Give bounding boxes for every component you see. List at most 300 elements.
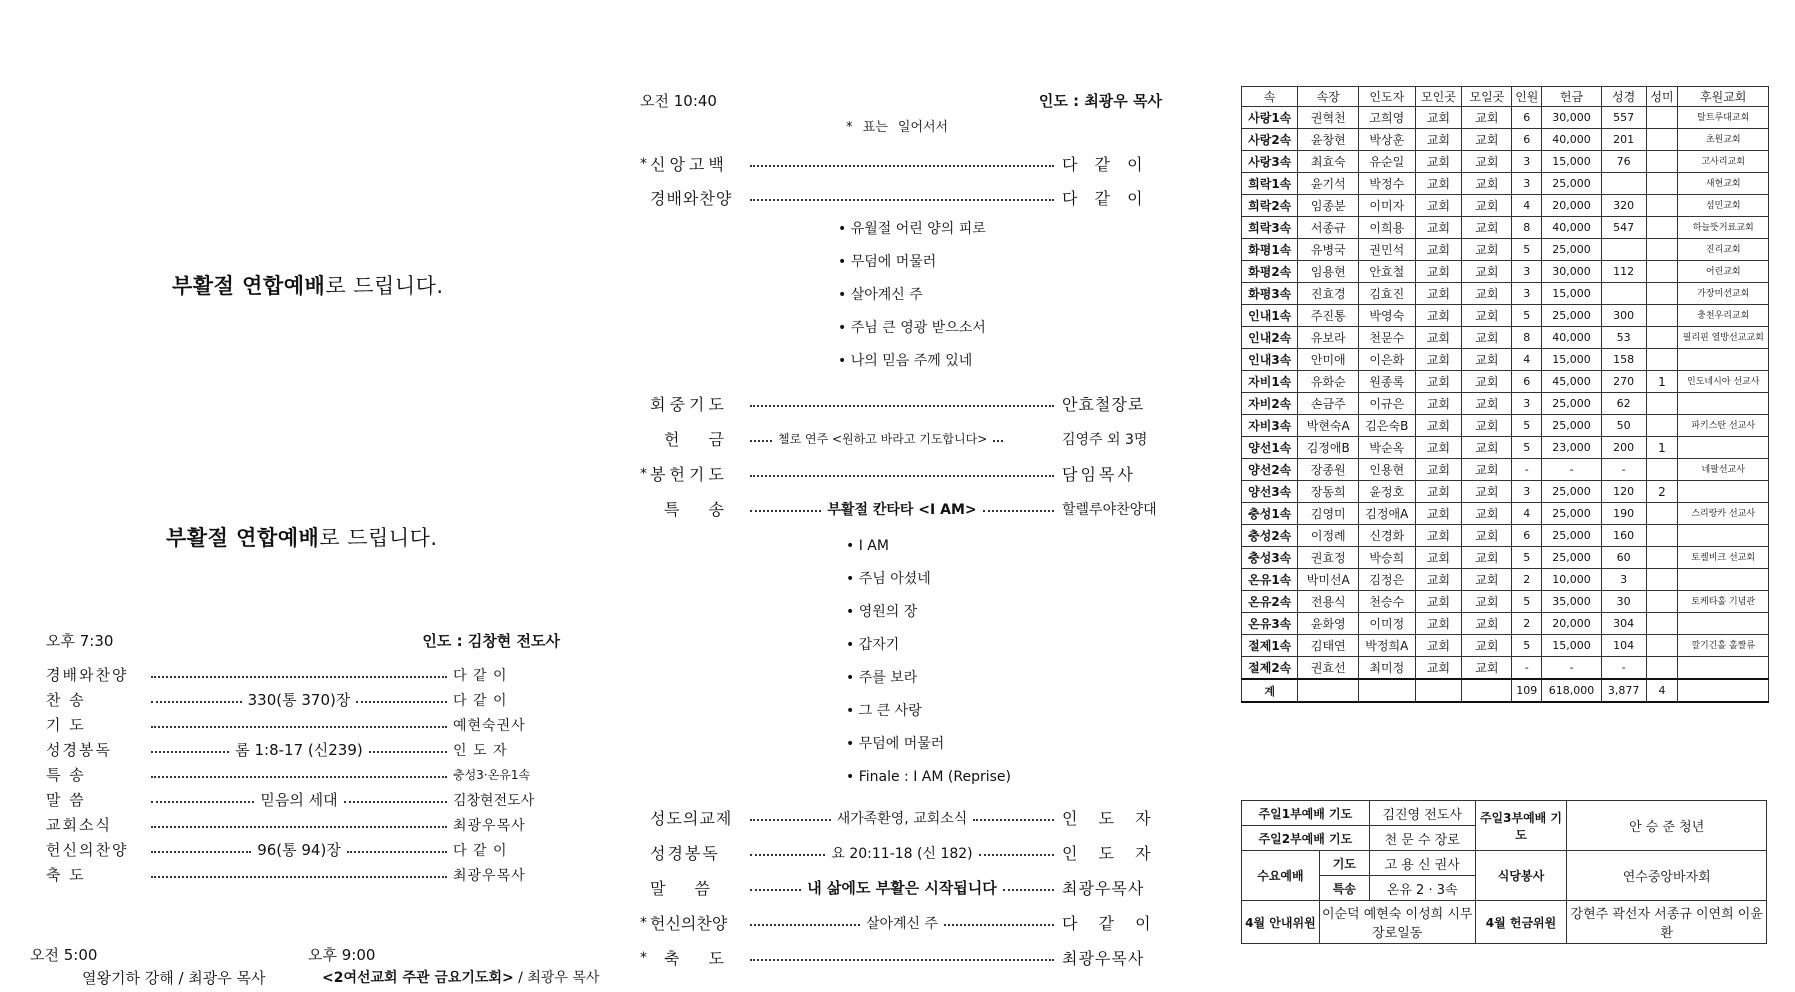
table-cell [1646,173,1678,195]
table-cell [1646,657,1678,680]
table-cell: 최미정 [1359,657,1415,680]
table-cell: 5 [1512,305,1542,327]
table-cell: 30,000 [1542,107,1602,129]
table-cell: 교회 [1462,283,1512,305]
table-cell: 탈트루대교회 [1678,107,1769,129]
table-cell: 유보라 [1298,327,1359,349]
table-cell: 섬민교회 [1678,195,1769,217]
list-item: • 주님 아셨네 [846,571,931,587]
table-cell: 교회 [1462,261,1512,283]
table-cell: 윤정호 [1359,481,1415,503]
table-cell: 5 [1512,591,1542,613]
table-cell: 교회 [1415,613,1462,635]
table-row [1242,437,1769,459]
table-row [1242,481,1769,503]
table-cell: 교회 [1415,239,1462,261]
table-cell: 자비2속 [1242,393,1298,415]
table-cell: 교회 [1415,437,1462,459]
table-cell: 안미애 [1298,349,1359,371]
table-cell [1678,437,1769,459]
table-cell: 양선1속 [1242,437,1298,459]
table-cell: 교회 [1415,393,1462,415]
table-cell: 270 [1601,371,1646,393]
table-cell: 15,000 [1542,151,1602,173]
table-cell: 희락3속 [1242,217,1298,239]
table-cell: 20,000 [1542,195,1602,217]
table-cell: 6 [1512,371,1542,393]
dawn-service: 오전 5:00 열왕기하 강해 / 최광우 목사 [30,946,266,987]
evening-leader: 인도 : 김창현 전도사 [422,632,560,650]
table-cell: 25,000 [1542,239,1602,261]
table-cell: 교회 [1415,107,1462,129]
table-cell: 진리교회 [1678,239,1769,261]
main-row: 헌 금 첼로 연주 <원하고 바라고 기도합니다> 김영주 외 3명 [664,430,1148,449]
table-cell [1646,547,1678,569]
table-row [1242,195,1769,217]
table-cell [1646,525,1678,547]
table-cell: 윤화영 [1298,613,1359,635]
table-cell: 8 [1512,217,1542,239]
table-cell: 교회 [1462,129,1512,151]
table-cell: 25,000 [1542,481,1602,503]
main-row: * 축 도 최광우목사 [640,949,1145,968]
table-cell: 3 [1512,393,1542,415]
table-cell: 교회 [1462,217,1512,239]
main-row: 말 씀 내 삶에도 부활은 시작됩니다 최광우목사 [650,879,1145,898]
table-cell: 교회 [1462,239,1512,261]
main-order-c [640,800,1162,975]
duty-table: 주일1부예배 기도 김진영 전도사 주일3부예배 기도 안 승 준 청년 주일2부예배 기도 천 문 수 장로 수요예배 기도 고 용 신 권사 식당봉사 연수중앙바자회 특송 온유 2 · 3속 4월 안내위원 이순덕 예현숙 이성희 시무장로일동 4월 헌금위원 강현주 곽선자 서종규 이연희 이윤환 [1241,800,1767,944]
table-cell: 30 [1601,591,1646,613]
table-cell: 교회 [1462,613,1512,635]
table-cell: 김은숙B [1359,415,1415,437]
table-cell: 190 [1601,503,1646,525]
table-cell: 김효진 [1359,283,1415,305]
evening-header [46,630,560,652]
table-row [1242,327,1769,349]
table-cell: 교회 [1415,173,1462,195]
table-cell: 20,000 [1542,613,1602,635]
table-cell: 320 [1601,195,1646,217]
table-cell: 이미정 [1359,613,1415,635]
list-item: • 갑자기 [846,637,900,653]
table-cell: 교회 [1462,393,1512,415]
table-cell: 인용현 [1359,459,1415,481]
table-cell: 교회 [1415,657,1462,680]
table-cell: 스리랑카 선교사 [1678,503,1769,525]
table-cell: 23,000 [1542,437,1602,459]
list-item: • 그 큰 사랑 [846,703,922,719]
table-cell: 교회 [1462,107,1512,129]
table-cell [1678,525,1769,547]
table-cell: 박승희 [1359,547,1415,569]
table-cell: 이규은 [1359,393,1415,415]
table-cell: 2 [1512,569,1542,591]
table-row [1242,217,1769,239]
main-leader: 인도 : 최광우 목사 [1038,92,1162,110]
table-cell: 25,000 [1542,415,1602,437]
table-cell: 최효숙 [1298,151,1359,173]
table-cell: 201 [1601,129,1646,151]
main-row: * 신앙고백 다 같 이 [640,155,1149,174]
table-cell: - [1512,657,1542,680]
table-cell: 1 [1646,371,1678,393]
table-cell: 토케타홀 기념관 [1678,591,1769,613]
table-cell: 자비1속 [1242,371,1298,393]
list-item: • 살아계신 주 [838,287,923,303]
table-cell: 교회 [1415,283,1462,305]
table-cell: 장동희 [1298,481,1359,503]
evening-row: 경배와찬양 다 같 이 [46,666,508,684]
table-cell: 파키스탄 선교사 [1678,415,1769,437]
list-item: • 주님 큰 영광 받으소서 [838,320,986,336]
table-cell [1646,613,1678,635]
table-cell: 어린교회 [1678,261,1769,283]
table-cell: 고희영 [1359,107,1415,129]
main-row: * 봉헌기도 담임목사 [640,465,1136,484]
table-cell: 200 [1601,437,1646,459]
table-cell: 충성2속 [1242,525,1298,547]
table-cell [1646,129,1678,151]
table-cell [1646,591,1678,613]
evening-time: 오후 7:30 [46,632,114,650]
table-cell: 손금주 [1298,393,1359,415]
table-cell: - [1601,459,1646,481]
table-cell: 이정례 [1298,525,1359,547]
table-cell: 6 [1512,129,1542,151]
evening-order [46,662,560,887]
table-row [1242,129,1769,151]
table-cell: 김정애B [1298,437,1359,459]
table-cell [1678,613,1769,635]
table-cell: 전용식 [1298,591,1359,613]
table-cell: 박현숙A [1298,415,1359,437]
main-row: * 헌신의찬양 살아계신 주 다 같 이 [640,914,1159,933]
table-cell: 62 [1601,393,1646,415]
table-cell [1601,283,1646,305]
table-cell: 필리핀 열방선교교회 [1678,327,1769,349]
table-cell: 이미자 [1359,195,1415,217]
list-item: • 나의 믿음 주께 있네 [838,353,973,369]
table-cell: 300 [1601,305,1646,327]
table-row [1242,503,1769,525]
table-cell: 교회 [1415,349,1462,371]
table-cell: 장종원 [1298,459,1359,481]
table-cell: 교회 [1415,503,1462,525]
table-row [1242,283,1769,305]
table-row [1242,525,1769,547]
table-row [1242,261,1769,283]
list-item: • 무덤에 머물러 [846,736,945,752]
table-cell: 초원교회 [1678,129,1769,151]
table-cell: 깔기긴홀 홀짤류 [1678,635,1769,657]
table-cell: 4 [1512,349,1542,371]
table-cell: 교회 [1415,569,1462,591]
evening-row: 성경봉독 롬 1:8-17 (신239) 인 도 자 [46,741,508,759]
table-cell: 교회 [1462,635,1512,657]
list-item: • 무덤에 머물러 [838,254,937,270]
list-item: • 영원의 장 [846,604,918,620]
table-row [1242,613,1769,635]
table-cell: 112 [1601,261,1646,283]
table-cell: 인도네시아 선교사 [1678,371,1769,393]
table-cell [1646,107,1678,129]
table-cell: 교회 [1415,129,1462,151]
table-cell: 교회 [1462,459,1512,481]
table-cell: 25,000 [1542,393,1602,415]
list-item: • 유월절 어린 양의 피로 [838,221,986,237]
main-row: 성경봉독 요 20:11-18 (신 182) 인 도 자 [650,844,1159,863]
table-header: 속 속장 인도자 모인곳 모일곳 인원 헌금 성경 성미 후원교회 [1242,87,1769,107]
table-cell: 53 [1601,327,1646,349]
table-cell [1646,305,1678,327]
table-cell: 3 [1601,569,1646,591]
table-cell: - [1542,657,1602,680]
table-cell: 30,000 [1542,261,1602,283]
table-cell: 이은화 [1359,349,1415,371]
cantata-songs [846,530,1011,794]
table-cell: 교회 [1415,217,1462,239]
table-cell: 3 [1512,173,1542,195]
table-cell: 45,000 [1542,371,1602,393]
table-cell: 5 [1512,547,1542,569]
table-cell: 김정애A [1359,503,1415,525]
table-cell: 충성3속 [1242,547,1298,569]
praise-songs [838,213,986,378]
table-cell [1646,569,1678,591]
table-cell: 권혁천 [1298,107,1359,129]
table-cell: 557 [1601,107,1646,129]
table-cell: 이희용 [1359,217,1415,239]
table-cell: 교회 [1462,371,1512,393]
table-cell: 박미선A [1298,569,1359,591]
table-cell: 교회 [1415,547,1462,569]
table-row [1242,547,1769,569]
banner-2: 부활절 연합예배로 드립니다. [166,526,438,550]
table-cell: 사랑3속 [1242,151,1298,173]
table-cell: 교회 [1462,437,1512,459]
table-row [1242,107,1769,129]
table-cell: 158 [1601,349,1646,371]
table-cell: 교회 [1462,349,1512,371]
table-cell [1678,657,1769,680]
table-cell: 주진통 [1298,305,1359,327]
table-cell: 유순일 [1359,151,1415,173]
table-cell: 교회 [1462,327,1512,349]
table-cell: 교회 [1462,305,1512,327]
table-cell: 3 [1512,481,1542,503]
table-cell: 박정희A [1359,635,1415,657]
table-cell: 진효경 [1298,283,1359,305]
evening-row: 교회소식 최광우목사 [46,816,526,834]
table-cell: 6 [1512,525,1542,547]
list-item: • 주를 보라 [846,670,918,686]
table-cell: 충성1속 [1242,503,1298,525]
table-cell: 신경화 [1359,525,1415,547]
table-cell: 권민석 [1359,239,1415,261]
table-cell: 547 [1601,217,1646,239]
table-cell [1646,349,1678,371]
table-cell: 교회 [1415,195,1462,217]
table-cell: 새현교회 [1678,173,1769,195]
main-row: 성도의교제 새가족환영, 교회소식 인 도 자 [650,809,1159,828]
table-row [1242,371,1769,393]
table-cell: 교회 [1415,459,1462,481]
table-cell: 15,000 [1542,635,1602,657]
table-row [1242,657,1769,680]
table-cell: 25,000 [1542,503,1602,525]
table-cell: 유화순 [1298,371,1359,393]
table-cell: 교회 [1415,305,1462,327]
table-cell: 천문수 [1359,327,1415,349]
friday-service: 오후 9:00 <2여선교회 주관 금요기도회> / 최광우 목사 [308,946,600,986]
table-cell [1678,481,1769,503]
table-cell: 박순옥 [1359,437,1415,459]
table-cell: 교회 [1415,327,1462,349]
table-cell: 2 [1646,481,1678,503]
table-cell [1678,569,1769,591]
table-cell [1646,415,1678,437]
table-cell: 사랑1속 [1242,107,1298,129]
table-cell [1646,503,1678,525]
evening-row: 축 도 최광우목사 [46,866,526,884]
table-cell [1646,151,1678,173]
table-cell: 박상훈 [1359,129,1415,151]
table-cell: 104 [1601,635,1646,657]
table-cell: 토켈비크 선교회 [1678,547,1769,569]
table-cell: 서종규 [1298,217,1359,239]
main-note: * 표는 일어서서 [846,120,949,135]
table-cell: 교회 [1462,173,1512,195]
table-cell: 원종록 [1359,371,1415,393]
table-cell: 윤기석 [1298,173,1359,195]
main-order-a [640,146,1162,214]
table-cell: 온유2속 [1242,591,1298,613]
table-cell: 3 [1512,261,1542,283]
table-row [1242,635,1769,657]
table-cell: 사랑2속 [1242,129,1298,151]
table-cell [1646,283,1678,305]
table-row [1242,415,1769,437]
table-cell: 교회 [1415,371,1462,393]
table-cell: 5 [1512,239,1542,261]
table-cell: 교회 [1415,261,1462,283]
table-cell: 희락1속 [1242,173,1298,195]
total-row: 계 109 618,000 3,877 4 [1242,679,1769,702]
table-cell: 인내3속 [1242,349,1298,371]
table-cell: 교회 [1415,591,1462,613]
table-cell: 가장미션교회 [1678,283,1769,305]
table-cell: 교회 [1462,547,1512,569]
table-cell: 온유3속 [1242,613,1298,635]
table-cell: 15,000 [1542,283,1602,305]
table-cell: 60 [1601,547,1646,569]
table-cell: 교회 [1415,415,1462,437]
table-cell: 고사리교회 [1678,151,1769,173]
table-cell: 25,000 [1542,173,1602,195]
table-cell: 교회 [1462,657,1512,680]
cell-group-table [1241,86,1769,703]
list-item: • I AM [846,538,889,554]
table-cell: 김정은 [1359,569,1415,591]
evening-row: 기 도 예현숙권사 [46,716,526,734]
table-cell: 3 [1512,283,1542,305]
table-cell: 교회 [1415,481,1462,503]
table-cell: 교회 [1415,151,1462,173]
table-cell: 박정수 [1359,173,1415,195]
table-cell: 화평2속 [1242,261,1298,283]
table-row [1242,305,1769,327]
table-cell: 4 [1512,195,1542,217]
table-cell: 윤창현 [1298,129,1359,151]
table-row [1242,393,1769,415]
table-cell: 교회 [1462,195,1512,217]
table-row [1242,459,1769,481]
table-row [1242,151,1769,173]
table-cell [1601,173,1646,195]
table-cell [1678,393,1769,415]
table-cell: 160 [1601,525,1646,547]
table-cell [1646,327,1678,349]
table-cell: 4 [1512,503,1542,525]
table-cell: 10,000 [1542,569,1602,591]
table-row [1242,173,1769,195]
table-cell: 김영미 [1298,503,1359,525]
main-row: 특 송 부활절 칸타타 <I AM> 할렐루야찬양대 [664,500,1157,519]
table-cell: 화평1속 [1242,239,1298,261]
table-cell: 120 [1601,481,1646,503]
main-order-b [640,386,1162,526]
table-cell: 네팔선교사 [1678,459,1769,481]
banner-1: 부활절 연합예배로 드립니다. [172,274,444,298]
table-cell: 교회 [1462,481,1512,503]
main-row: 회중기도 안효철장로 [650,395,1145,414]
table-cell: 25,000 [1542,547,1602,569]
table-cell: 임종분 [1298,195,1359,217]
table-cell [1646,195,1678,217]
table-cell: 15,000 [1542,349,1602,371]
table-cell: 양선2속 [1242,459,1298,481]
table-cell: 교회 [1462,591,1512,613]
table-cell [1678,349,1769,371]
table-cell [1646,239,1678,261]
table-cell: 양선3속 [1242,481,1298,503]
evening-row: 헌신의찬양 96(통 94)장 다 같 이 [46,841,508,859]
table-cell: 304 [1601,613,1646,635]
table-cell [1646,635,1678,657]
table-cell: 1 [1646,437,1678,459]
table-cell: 2 [1512,613,1542,635]
table-row [1242,239,1769,261]
table-cell: 절제2속 [1242,657,1298,680]
table-row [1242,591,1769,613]
table-cell: - [1601,657,1646,680]
table-cell: 40,000 [1542,327,1602,349]
table-cell [1646,393,1678,415]
table-cell: 인내1속 [1242,305,1298,327]
table-cell: 박영숙 [1359,305,1415,327]
table-cell: 인내2속 [1242,327,1298,349]
table-cell: - [1542,459,1602,481]
table-cell: 25,000 [1542,305,1602,327]
table-cell: 절제1속 [1242,635,1298,657]
evening-row: 말 씀 믿음의 세대 김창현전도사 [46,791,535,809]
table-cell [1601,239,1646,261]
table-cell: 3 [1512,151,1542,173]
table-cell [1646,459,1678,481]
evening-row: 찬 송 330(통 370)장 다 같 이 [46,691,508,709]
table-cell: 교회 [1415,635,1462,657]
